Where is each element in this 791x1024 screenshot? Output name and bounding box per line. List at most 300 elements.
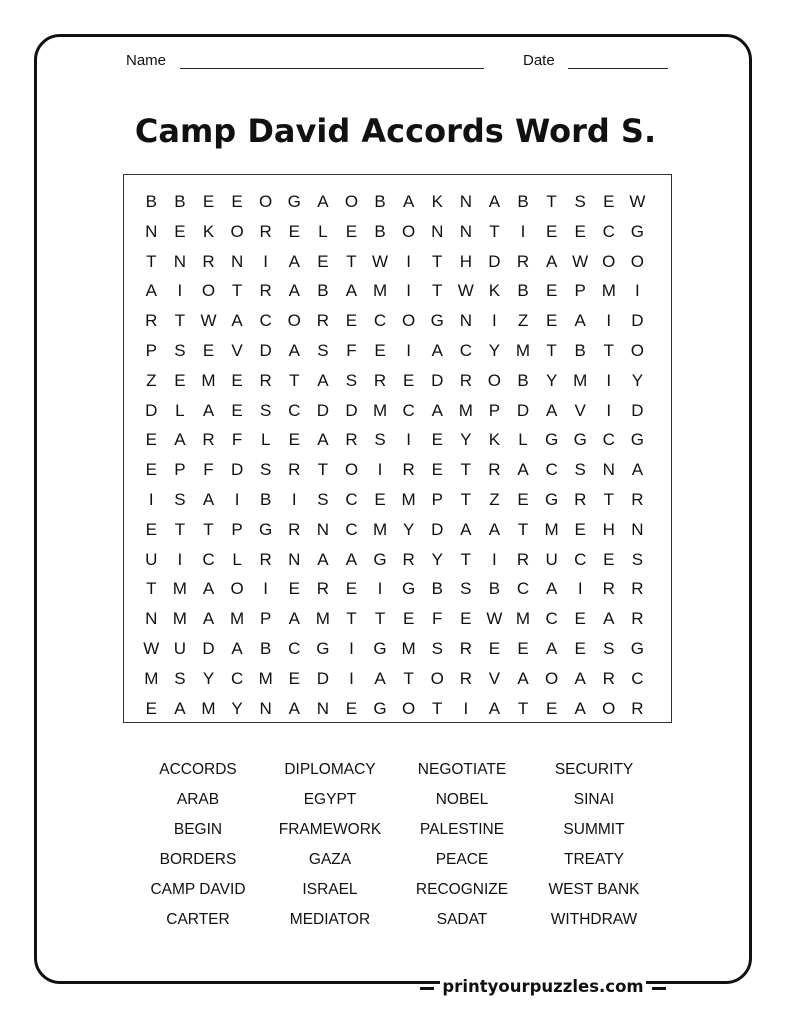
grid-cell: T	[603, 340, 614, 360]
grid-cell: G	[287, 192, 301, 211]
grid-cell: I	[406, 281, 411, 301]
grid-cell: A	[488, 192, 501, 211]
grid-cell: B	[431, 579, 443, 599]
grid-cell: S	[260, 400, 272, 420]
grid-cell: O	[602, 698, 616, 718]
grid-cell: A	[202, 489, 215, 509]
grid-cell: H	[459, 251, 472, 271]
grid-cell: K	[488, 281, 501, 301]
grid-cell: I	[492, 311, 497, 331]
grid-cell: N	[288, 549, 301, 569]
grid-row	[137, 187, 658, 217]
grid-cell: N	[431, 221, 444, 241]
word-list-item: SINAI	[573, 791, 615, 808]
word-list-item: PALESTINE	[419, 821, 505, 838]
grid-cell: I	[177, 549, 183, 569]
grid-cell: E	[517, 489, 529, 509]
grid-cell: A	[317, 192, 329, 211]
grid-row	[137, 455, 658, 485]
grid-cell: D	[316, 400, 329, 420]
grid-cell: M	[372, 400, 388, 420]
grid-cell: T	[231, 281, 243, 301]
grid-cell: I	[635, 281, 640, 301]
grid-cell: T	[203, 519, 214, 539]
grid-cell: T	[517, 519, 529, 539]
grid-cell: A	[202, 609, 215, 629]
grid-cell: E	[545, 698, 558, 718]
grid-cell: A	[517, 460, 529, 480]
grid-cell: E	[545, 311, 558, 331]
grid-cell: W	[572, 251, 589, 271]
grid-cell: A	[231, 638, 243, 658]
word-list-item: WITHDRAW	[550, 911, 638, 928]
grid-cell: E	[202, 192, 215, 211]
grid-cell: L	[232, 549, 242, 569]
grid-cell: W	[486, 609, 503, 629]
footer-rule-right	[652, 987, 666, 990]
grid-cell: A	[402, 192, 415, 211]
grid-cell: M	[515, 609, 531, 629]
grid-cell: M	[172, 579, 187, 599]
grid-cell: R	[631, 489, 644, 509]
grid-cell: S	[174, 340, 186, 360]
word-list	[132, 760, 662, 940]
grid-cell: E	[345, 579, 358, 599]
grid-cell: U	[173, 638, 187, 658]
grid-cell: G	[630, 638, 644, 658]
grid-cell: S	[431, 638, 443, 658]
grid-cell: E	[574, 519, 586, 539]
grid-cell: E	[517, 638, 529, 658]
grid-cell: C	[230, 668, 244, 688]
grid-cell: D	[230, 460, 244, 480]
grid-cell: C	[202, 549, 215, 569]
grid-cell: I	[377, 460, 383, 480]
grid-cell: A	[174, 430, 186, 450]
grid-cell: T	[546, 340, 557, 360]
grid-cell: L	[260, 430, 271, 450]
grid-cell: E	[288, 579, 300, 599]
grid-cell: T	[346, 609, 357, 629]
footer-brand-text: printyourpuzzles.com	[442, 977, 644, 996]
grid-cell: C	[516, 579, 530, 599]
grid-cell: E	[288, 668, 300, 688]
word-list-item: ARAB	[176, 791, 220, 808]
grid-cell: N	[459, 311, 472, 331]
grid-cell: A	[345, 549, 358, 569]
grid-cell: R	[288, 460, 301, 480]
grid-cell: U	[545, 549, 558, 569]
grid-cell: Y	[460, 430, 472, 450]
grid-cell: O	[630, 340, 644, 360]
grid-cell: I	[234, 489, 240, 509]
grid-cell: H	[602, 519, 615, 539]
grid-cell: N	[316, 698, 329, 718]
grid-cell: R	[259, 221, 272, 241]
grid-cell: Y	[231, 698, 243, 718]
word-list-item: RECOGNIZE	[415, 881, 509, 898]
grid-cell: I	[406, 340, 411, 360]
word-row	[132, 850, 662, 880]
grid-cell: T	[460, 460, 472, 480]
grid-cell: R	[631, 698, 644, 718]
grid-cell: R	[145, 311, 158, 331]
grid-cell: T	[489, 221, 500, 241]
grid-cell: S	[260, 460, 272, 480]
grid-row	[137, 574, 658, 604]
grid-cell: A	[317, 370, 329, 390]
grid-cell: M	[229, 609, 245, 629]
grid-cell: T	[460, 549, 472, 569]
date-field-line	[568, 68, 668, 69]
grid-cell: M	[544, 519, 559, 539]
grid-cell: R	[459, 638, 472, 658]
word-row	[132, 790, 662, 820]
grid-cell: C	[345, 489, 358, 509]
grid-cell: B	[517, 281, 529, 301]
grid-cell: M	[401, 638, 416, 658]
grid-cell: A	[431, 340, 443, 360]
grid-cell: I	[520, 221, 526, 241]
grid-cell: E	[231, 192, 243, 211]
grid-cell: G	[373, 698, 387, 718]
grid-cell: F	[203, 460, 214, 480]
grid-cell: A	[603, 609, 615, 629]
grid-cell: I	[377, 579, 383, 599]
grid-row	[137, 545, 658, 575]
grid-cell: E	[145, 519, 157, 539]
grid-cell: F	[432, 609, 443, 629]
grid-row	[137, 515, 658, 545]
grid-cell: C	[373, 311, 387, 331]
word-list-item: NEGOTIATE	[417, 761, 507, 778]
grid-cell: E	[431, 430, 443, 450]
grid-cell: P	[174, 460, 186, 480]
grid-cell: T	[289, 370, 300, 390]
grid-cell: G	[630, 430, 644, 450]
grid-cell: A	[545, 400, 558, 420]
grid-cell: S	[460, 579, 472, 599]
grid-cell: T	[546, 192, 557, 211]
grid-cell: R	[488, 460, 501, 480]
grid-cell: N	[459, 221, 472, 241]
grid-row	[137, 247, 658, 277]
grid-cell: E	[317, 251, 329, 271]
grid-cell: Y	[431, 549, 443, 569]
grid-cell: T	[432, 281, 443, 301]
grid-cell: O	[630, 251, 644, 271]
word-list-item: TREATY	[564, 851, 624, 868]
grid-cell: D	[202, 638, 215, 658]
grid-cell: A	[545, 251, 558, 271]
word-list-item: DIPLOMACY	[284, 761, 376, 778]
grid-cell: M	[172, 609, 187, 629]
grid-cell: R	[373, 370, 387, 390]
grid-cell: E	[488, 638, 501, 658]
grid-cell: O	[230, 579, 244, 599]
grid-cell: Z	[489, 489, 500, 509]
grid-cell: D	[259, 340, 272, 360]
grid-cell: E	[603, 192, 615, 211]
grid-cell: R	[516, 549, 530, 569]
word-row	[132, 910, 662, 940]
grid-row	[137, 485, 658, 515]
grid-row	[137, 217, 658, 247]
grid-row	[137, 604, 658, 634]
grid-row	[137, 396, 658, 426]
word-list-item: GAZA	[308, 851, 352, 868]
grid-cell: B	[574, 340, 586, 360]
grid-cell: V	[488, 668, 501, 688]
grid-cell: A	[488, 698, 501, 718]
grid-cell: T	[174, 519, 186, 539]
grid-cell: T	[403, 668, 414, 688]
grid-cell: B	[488, 579, 501, 599]
grid-cell: T	[432, 698, 443, 718]
word-list-item: CARTER	[166, 911, 230, 928]
grid-cell: I	[349, 638, 354, 658]
grid-cell: L	[518, 430, 528, 450]
grid-cell: R	[631, 579, 644, 599]
grid-cell: B	[145, 192, 157, 211]
grid-cell: A	[288, 340, 300, 360]
grid-cell: D	[516, 400, 530, 420]
grid-cell: E	[202, 340, 215, 360]
grid-cell: C	[574, 549, 587, 569]
grid-cell: S	[317, 340, 329, 360]
grid-cell: E	[345, 698, 358, 718]
grid-cell: G	[259, 519, 273, 539]
grid-cell: O	[430, 668, 444, 688]
grid-row	[137, 306, 658, 336]
grid-cell: E	[603, 549, 615, 569]
grid-cell: C	[631, 668, 644, 688]
grid-cell: R	[516, 251, 530, 271]
grid-cell: T	[460, 489, 472, 509]
grid-cell: I	[463, 698, 469, 718]
word-row	[132, 880, 662, 910]
grid-cell: P	[431, 489, 443, 509]
grid-cell: Z	[146, 370, 157, 390]
grid-cell: T	[432, 251, 443, 271]
grid-cell: N	[316, 519, 329, 539]
grid-cell: B	[174, 192, 186, 211]
grid-cell: E	[460, 609, 472, 629]
grid-cell: C	[545, 609, 558, 629]
grid-cell: W	[372, 251, 389, 271]
grid-cell: D	[316, 668, 329, 688]
grid-cell: S	[317, 489, 329, 509]
grid-cell: K	[202, 221, 215, 241]
grid-cell: R	[259, 281, 272, 301]
grid-cell: C	[459, 340, 472, 360]
grid-cell: E	[345, 221, 358, 241]
grid-cell: C	[402, 400, 415, 420]
grid-cell: R	[259, 549, 272, 569]
grid-cell: B	[517, 192, 529, 211]
grid-cell: N	[145, 221, 158, 241]
name-field-line	[180, 68, 484, 69]
grid-cell: C	[345, 519, 358, 539]
grid-cell: E	[145, 460, 157, 480]
grid-cell: P	[145, 340, 157, 360]
grid-cell: M	[315, 609, 330, 629]
grid-cell: M	[458, 400, 473, 420]
grid-cell: R	[402, 549, 415, 569]
grid-cell: S	[603, 638, 615, 658]
grid-cell: M	[201, 698, 216, 718]
word-list-item: SUMMIT	[563, 821, 625, 838]
grid-row	[137, 276, 658, 306]
grid-cell: A	[288, 609, 300, 629]
grid-cell: D	[631, 311, 644, 331]
grid-cell: M	[573, 370, 588, 390]
grid-row	[137, 366, 658, 396]
grid-cell: M	[401, 489, 416, 509]
grid-cell: O	[344, 192, 359, 211]
grid-cell: E	[402, 609, 415, 629]
grid-cell: R	[459, 370, 472, 390]
grid-cell: E	[374, 340, 386, 360]
grid-cell: Y	[631, 370, 644, 390]
grid-cell: R	[259, 370, 272, 390]
word-list-item: CAMP DAVID	[150, 881, 246, 898]
grid-cell: A	[431, 400, 443, 420]
grid-cell: E	[431, 460, 443, 480]
grid-cell: G	[373, 638, 387, 658]
grid-cell: A	[317, 549, 329, 569]
grid-cell: E	[574, 221, 586, 241]
grid-cell: Z	[517, 311, 529, 331]
date-label: Date	[523, 52, 555, 69]
grid-cell: S	[574, 192, 586, 211]
grid-cell: C	[288, 638, 301, 658]
grid-cell: E	[574, 609, 586, 629]
grid-cell: E	[345, 311, 358, 331]
grid-cell: O	[402, 698, 416, 718]
grid-cell: A	[374, 668, 386, 688]
grid-cell: G	[573, 430, 587, 450]
grid-cell: S	[574, 460, 586, 480]
grid-cell: O	[402, 311, 416, 331]
grid-cell: G	[544, 489, 559, 509]
grid-cell: G	[373, 549, 387, 569]
grid-cell: C	[602, 221, 615, 241]
grid-cell: L	[318, 221, 328, 241]
grid-cell: O	[230, 221, 244, 241]
grid-cell: I	[148, 489, 154, 509]
grid-cell: Y	[202, 668, 215, 688]
grid-cell: A	[460, 519, 472, 539]
grid-cell: E	[145, 430, 157, 450]
grid-cell: E	[174, 370, 186, 390]
word-list-item: PEACE	[435, 851, 489, 868]
grid-cell: O	[602, 251, 616, 271]
grid-cell: I	[263, 579, 269, 599]
grid-cell: O	[201, 281, 216, 301]
grid-cell: A	[202, 400, 215, 420]
grid-cell: O	[487, 370, 502, 390]
word-list-item: NOBEL	[435, 791, 489, 808]
grid-row	[137, 336, 658, 366]
grid-cell: R	[288, 519, 301, 539]
grid-cell: M	[201, 370, 216, 390]
grid-cell: M	[372, 519, 388, 539]
grid-cell: I	[177, 281, 183, 301]
grid-cell: R	[202, 251, 215, 271]
grid-cell: B	[260, 638, 272, 658]
grid-cell: A	[574, 311, 586, 331]
footer-rule-left	[420, 987, 434, 990]
grid-cell: G	[630, 221, 644, 241]
grid-cell: M	[601, 281, 616, 301]
grid-cell: N	[230, 251, 244, 271]
grid-cell: W	[629, 192, 646, 211]
grid-cell: P	[260, 609, 272, 629]
grid-cell: R	[631, 609, 644, 629]
grid-cell: R	[459, 668, 472, 688]
grid-cell: I	[406, 251, 411, 271]
word-list-item: FRAMEWORK	[278, 821, 382, 838]
page-title: Camp David Accords Word S.	[134, 112, 657, 150]
word-list-item: SECURITY	[554, 761, 634, 778]
grid-cell: A	[545, 579, 558, 599]
grid-cell: I	[263, 251, 269, 271]
grid-row	[137, 694, 658, 724]
grid-cell: M	[144, 668, 159, 688]
grid-cell: T	[146, 579, 157, 599]
grid-cell: W	[200, 311, 217, 331]
grid-cell: D	[345, 400, 358, 420]
grid-cell: T	[317, 460, 329, 480]
grid-cell: A	[288, 281, 300, 301]
grid-cell: N	[259, 698, 272, 718]
grid-cell: A	[145, 281, 157, 301]
grid-cell: E	[545, 281, 558, 301]
grid-row	[137, 425, 658, 455]
word-list-item: BORDERS	[159, 851, 237, 868]
grid-cell: V	[574, 400, 586, 420]
grid-cell: S	[374, 430, 386, 450]
grid-cell: Y	[402, 519, 415, 539]
grid-cell: I	[492, 549, 497, 569]
grid-cell: G	[316, 638, 330, 658]
grid-cell: L	[175, 400, 185, 420]
grid-cell: A	[345, 281, 358, 301]
grid-cell: B	[517, 370, 529, 390]
grid-cell: C	[602, 430, 615, 450]
grid-cell: A	[574, 668, 586, 688]
grid-cell: T	[517, 698, 529, 718]
grid-cell: I	[606, 311, 612, 331]
grid-cell: D	[431, 519, 444, 539]
grid-cell: D	[631, 400, 644, 420]
grid-cell: R	[402, 460, 415, 480]
grid-cell: W	[457, 281, 474, 301]
word-list-item: BEGIN	[173, 821, 223, 838]
grid-cell: A	[174, 698, 186, 718]
grid-cell: E	[402, 370, 415, 390]
word-list-item: EGYPT	[303, 791, 357, 808]
grid-cell: S	[345, 370, 358, 390]
grid-cell: I	[606, 370, 612, 390]
grid-cell: A	[631, 460, 644, 480]
grid-cell: P	[574, 281, 586, 301]
grid-cell: R	[574, 489, 587, 509]
grid-cell: W	[143, 638, 160, 658]
grid-cell: B	[260, 489, 272, 509]
grid-cell: B	[317, 281, 329, 301]
